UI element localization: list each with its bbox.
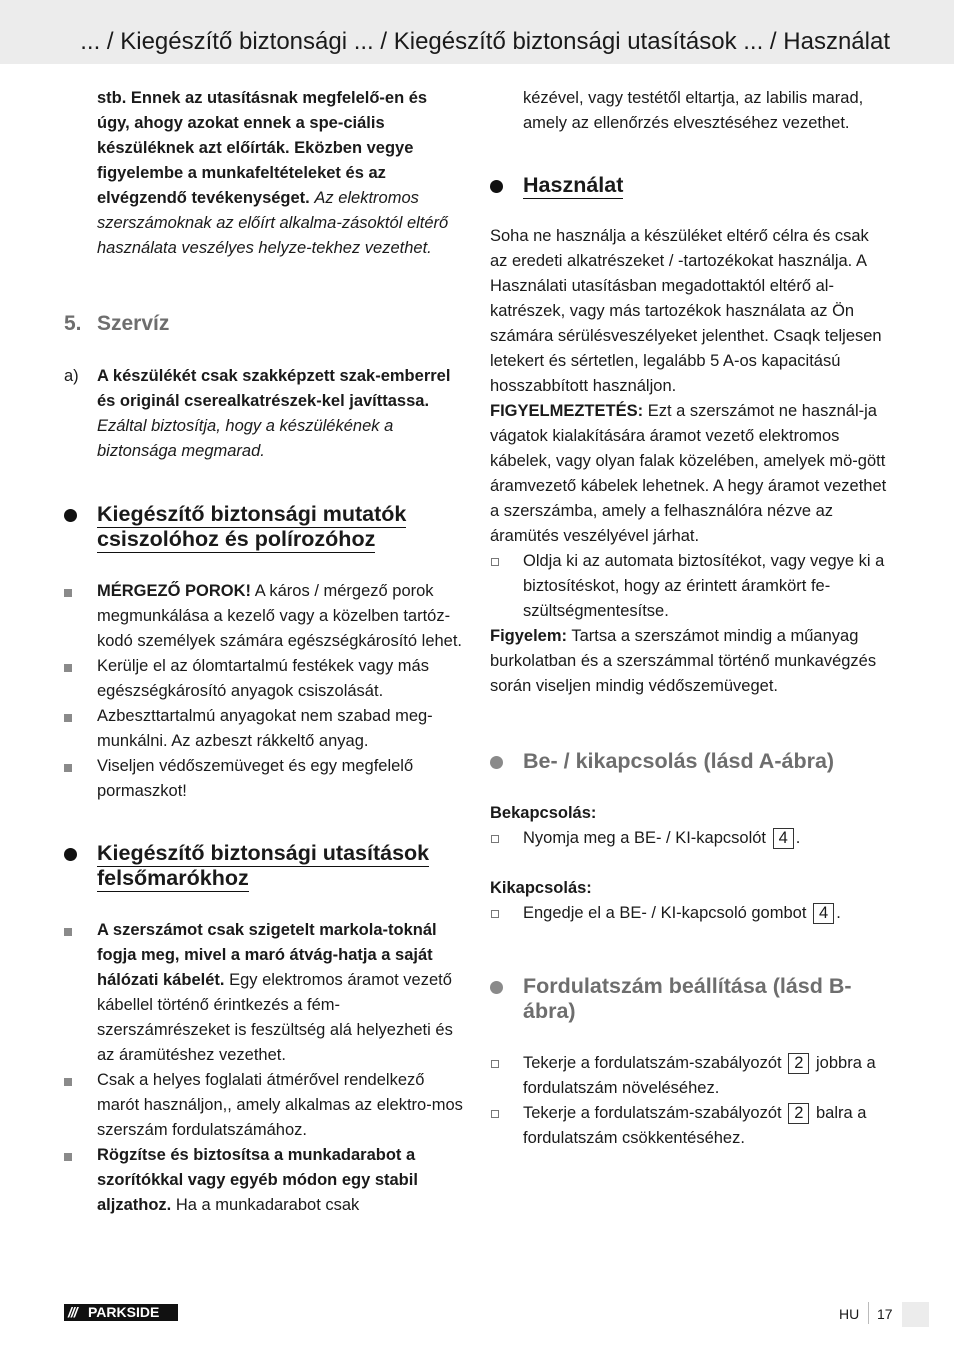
part-ref: 4 bbox=[773, 828, 794, 849]
step-box-icon bbox=[491, 1110, 499, 1118]
logo-text: PARKSIDE bbox=[88, 1304, 160, 1320]
header-title: ... / Kiegészítő biztonsági ... / Kiegészítő biztonsági utasítások ... / Használat bbox=[80, 28, 890, 55]
warning-label: FIGYELMEZTETÉS: bbox=[490, 402, 644, 420]
list-item bbox=[64, 654, 464, 704]
router-heading bbox=[64, 841, 464, 891]
step-text: Oldja ki az automata biztosítékot, vagy vegye ki a biztosítéskot, hogy az érintett áramkört fe-szültségmentesítse. bbox=[523, 552, 885, 620]
step-text: Tekerje a fordulatszám-szabályozót bbox=[523, 1054, 782, 1072]
list-item-text: Kerülje el az ólomtartalmú festékek vagy más egészségkárosító anyagok csiszolását. bbox=[97, 657, 429, 700]
list-item bbox=[64, 579, 464, 654]
switch-heading bbox=[490, 749, 890, 774]
footer-divider bbox=[868, 1302, 869, 1324]
part-ref: 4 bbox=[813, 903, 834, 924]
service-item-marker: a) bbox=[64, 367, 79, 385]
grinder-title: Kiegészítő biztonsági mutatók csiszolóhoz és polírozóhoz bbox=[97, 502, 407, 551]
page-header bbox=[0, 0, 954, 64]
usage-paragraph: Soha ne használja a készüléket eltérő célra és csak az eredeti alkatrészeket / -tartozékokat használja. A Használati utasításban megadottaktól eltérő al-katrészek, vagy más tartozékok használata az Ön számára sérülésveszélyeket jelenthet. Csaqk teljesen letekert és sértetlen, legalább 5 A-os kapacitású hosszabbított használjon. bbox=[490, 227, 882, 395]
step-text: Engedje el a BE- / KI-kapcsoló gombot bbox=[523, 904, 807, 922]
step-box-icon bbox=[491, 1060, 499, 1068]
switch-off-step: Engedje el a BE- / KI-kapcsoló gombot 4 . bbox=[490, 901, 890, 926]
step-box-icon bbox=[491, 558, 499, 566]
logo-slashes: /// bbox=[68, 1304, 77, 1320]
service-title: Szervíz bbox=[97, 312, 170, 335]
list-item-text: Egy elektromos áramot vezető kábellel történő érintkezés a fém-szerszámrészeket is feszültség alá helyezheti és az áramütéshez vezethet. bbox=[97, 971, 453, 1064]
speed-title: Fordulatszám beállítása (lásd B-ábra) bbox=[523, 974, 852, 1023]
router-list bbox=[64, 918, 464, 1218]
service-number: 5. bbox=[64, 312, 82, 335]
bullet-dot-icon bbox=[64, 848, 77, 861]
speed-heading bbox=[490, 974, 890, 1024]
list-item bbox=[64, 918, 464, 1068]
switch-on-step: Nyomja meg a BE- / KI-kapcsolót 4 . bbox=[490, 826, 890, 851]
square-bullet-icon bbox=[64, 714, 72, 722]
square-bullet-icon bbox=[64, 1078, 72, 1086]
page-number: 17 bbox=[877, 1306, 893, 1322]
bullet-dot-icon bbox=[64, 509, 77, 522]
usage-title: Használat bbox=[523, 173, 624, 197]
attention-label: Figyelem: bbox=[490, 627, 568, 645]
part-ref: 2 bbox=[788, 1053, 809, 1074]
parkside-logo bbox=[64, 1304, 178, 1321]
list-item bbox=[64, 754, 464, 804]
warning-text: Ezt a szerszámot ne használ-ja vágatok kialakítására áramot vezető elektromos kábelek, vagy olyan falak közelében, amelyek mö-gött áramvezető kábelek lehetnek. A hegy áramot vezethet a szerszámba, amely a felhasználóra nézve az áramütés veszélyével járhat. bbox=[490, 402, 887, 545]
step-text: jobbra a fordulatszám növeléséhez. bbox=[523, 1054, 876, 1097]
list-item bbox=[490, 1101, 890, 1151]
list-item-text: Azbeszttartalmú anyagokat nem szabad meg-munkálni. Az azbeszt rákkeltő anyag. bbox=[97, 707, 433, 750]
speed-list bbox=[490, 1051, 890, 1151]
attention-text: Tartsa a szerszámot mindig a műanyag burkolatban és a szerszámmal történő munkavégzés során viseljen mindig védőszemüveget. bbox=[490, 627, 877, 695]
list-item-bold: MÉRGEZŐ POROK! bbox=[97, 582, 252, 600]
footer-language: HU bbox=[839, 1306, 860, 1322]
list-item-text: Ha a munkadarabot csak bbox=[175, 1196, 360, 1214]
switch-off-label: Kikapcsolás: bbox=[490, 879, 592, 897]
continuation-paragraph: kézével, vagy testétől eltartja, az labilis marad, amely az ellenőrzés elvesztéséhez vezethet. bbox=[523, 89, 864, 132]
usage-heading bbox=[490, 173, 890, 198]
square-bullet-icon bbox=[64, 928, 72, 936]
list-item-bold: A szerszámot csak szigetelt markola-toknál fogja meg, mivel a maró átvág-hatja a saját hálózati kábelét. bbox=[97, 921, 437, 989]
usage-warning bbox=[490, 399, 890, 549]
service-item-italic: Ezáltal biztosítja, hogy a készülékének a biztonsága megmarad. bbox=[97, 417, 394, 460]
list-item-bold: Rögzítse és biztosítsa a munkadarabot a szorítókkal vagy egyéb módon egy stabil aljzathoz. bbox=[97, 1146, 418, 1214]
square-bullet-icon bbox=[64, 764, 72, 772]
intro-bold: stb. Ennek az utasításnak megfelelő-en és úgy, ahogy azokat ennek a spe-ciális készüléknek azt előírták. Eközben vegye figyelembe a munkafeltételeket és az elvégzendő tevékenységet. bbox=[97, 89, 428, 207]
step-box-icon bbox=[491, 910, 499, 918]
bullet-dot-icon bbox=[490, 981, 503, 994]
list-item bbox=[64, 1143, 464, 1218]
list-item-text: A káros / mérgező porok megmunkálása a kezelő vagy a közelben tartóz-kodó személyek számára egészségkárosító lehet. bbox=[97, 582, 463, 650]
switch-on-label: Bekapcsolás: bbox=[490, 804, 597, 822]
list-item-text: Csak a helyes foglalati átmérővel rendelkező marót használjon,, amely alkalmas az elektro-mos szerszám fordulatszámához. bbox=[97, 1071, 463, 1139]
square-bullet-icon bbox=[64, 664, 72, 672]
square-bullet-icon bbox=[64, 1153, 72, 1161]
switch-title: Be- / kikapcsolás (lásd A-ábra) bbox=[523, 749, 835, 773]
list-item bbox=[64, 704, 464, 754]
grinder-list bbox=[64, 579, 464, 804]
usage-step bbox=[490, 549, 890, 624]
bullet-dot-icon bbox=[490, 180, 503, 193]
part-ref: 2 bbox=[788, 1103, 809, 1124]
bullet-dot-icon bbox=[490, 756, 503, 769]
service-heading bbox=[64, 311, 464, 337]
intro-paragraph bbox=[64, 86, 464, 261]
list-item bbox=[64, 1068, 464, 1143]
square-bullet-icon bbox=[64, 589, 72, 597]
step-text: Nyomja meg a BE- / KI-kapcsolót bbox=[523, 829, 767, 847]
service-item bbox=[64, 364, 464, 464]
right-column bbox=[490, 86, 890, 1151]
list-item-text: Viseljen védőszemüveget és egy megfelelő pormaszkot! bbox=[97, 757, 414, 800]
step-text: balra a fordulatszám csökkentéséhez. bbox=[523, 1104, 867, 1147]
footer-tab bbox=[902, 1302, 929, 1327]
intro-italic: Az elektromos szerszámoknak az előírt alkalma-zásoktól eltérő használata veszélyes helyze-tekhez vezethet. bbox=[97, 189, 449, 257]
service-item-bold: A készülékét csak szakképzett szak-emberrel és originál cserealkatrészek-kel javíttassa. bbox=[97, 367, 451, 410]
grinder-heading bbox=[64, 502, 464, 552]
step-text: Tekerje a fordulatszám-szabályozót bbox=[523, 1104, 782, 1122]
step-box-icon bbox=[491, 835, 499, 843]
list-item bbox=[490, 1051, 890, 1101]
usage-attention bbox=[490, 624, 890, 699]
router-title: Kiegészítő biztonsági utasítások felsőmarókhoz bbox=[97, 841, 430, 890]
left-column bbox=[64, 86, 464, 1218]
